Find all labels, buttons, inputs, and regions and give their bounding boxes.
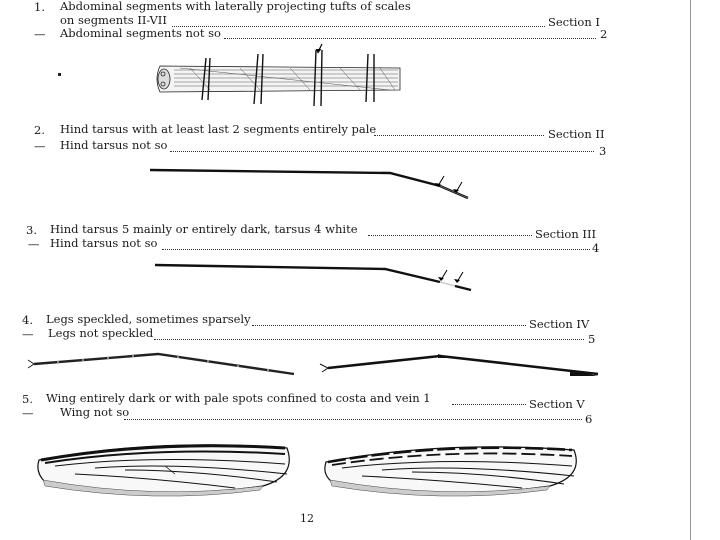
couplet-b-target: 6 xyxy=(585,412,593,426)
couplet-number: 3. xyxy=(26,223,37,237)
dark-wing-illustration xyxy=(35,436,295,501)
couplet-b-target: 2 xyxy=(600,27,608,41)
couplet-a-target: Section IV xyxy=(529,317,590,331)
couplet-a-text: Hind tarsus with at least last 2 segments entirely pale xyxy=(60,122,377,136)
leader-dots xyxy=(452,403,526,405)
couplet-b-dash: — xyxy=(34,139,46,153)
couplet-number: 4. xyxy=(22,313,33,327)
couplet-a-text: Legs speckled, sometimes sparsely xyxy=(46,312,251,326)
couplet-b-text: Hind tarsus not so xyxy=(60,138,168,152)
couplet-a-target: Section I xyxy=(548,15,600,29)
couplet-b-dash: — xyxy=(22,406,34,420)
hind-leg-dark-tarsus5-illustration xyxy=(155,260,475,296)
couplet-b-target: 5 xyxy=(588,332,596,346)
stray-mark xyxy=(58,73,61,76)
couplet-a-text: Wing entirely dark or with pale spots confined to costa and vein 1 xyxy=(46,391,431,405)
speckled-leg-illustration xyxy=(28,350,298,380)
couplet-a-target: Section II xyxy=(548,127,605,141)
leader-dots xyxy=(154,338,584,340)
leader-dots xyxy=(124,418,582,420)
couplet-a-text: Abdominal segments with laterally projecting tufts of scales xyxy=(60,0,411,13)
couplet-b-text: Wing not so xyxy=(60,405,130,419)
plain-leg-illustration xyxy=(320,350,600,380)
couplet-b-target: 4 xyxy=(592,241,600,255)
leader-dots xyxy=(368,234,532,236)
couplet-a-text: Hind tarsus 5 mainly or entirely dark, tarsus 4 white xyxy=(50,222,358,236)
page-number: 12 xyxy=(300,512,314,525)
couplet-b-dash: — xyxy=(34,27,46,41)
leader-dots xyxy=(224,37,596,39)
couplet-b-target: 3 xyxy=(599,144,607,158)
hind-leg-pale-tarsus-illustration xyxy=(150,164,470,204)
couplet-number: 1. xyxy=(34,0,45,14)
leader-dots xyxy=(162,248,590,250)
scan-edge-line xyxy=(690,0,691,540)
couplet-number: 2. xyxy=(34,123,45,137)
leader-dots xyxy=(172,25,545,27)
couplet-b-text: Abdominal segments not so xyxy=(60,26,221,40)
couplet-b-dash: — xyxy=(22,327,34,341)
couplet-b-text: Hind tarsus not so xyxy=(50,236,158,250)
leader-dots xyxy=(252,324,526,326)
leader-dots xyxy=(374,134,544,136)
spotted-wing-illustration xyxy=(322,436,582,501)
couplet-a-target: Section III xyxy=(535,227,597,241)
couplet-a-text-continued: on segments II-VII xyxy=(60,13,167,27)
couplet-number: 5. xyxy=(22,392,33,406)
couplet-b-text: Legs not speckled xyxy=(48,326,154,340)
couplet-a-target: Section V xyxy=(529,397,585,411)
abdomen-illustration xyxy=(150,44,410,114)
leader-dots xyxy=(170,150,594,152)
couplet-b-dash: — xyxy=(28,237,40,251)
